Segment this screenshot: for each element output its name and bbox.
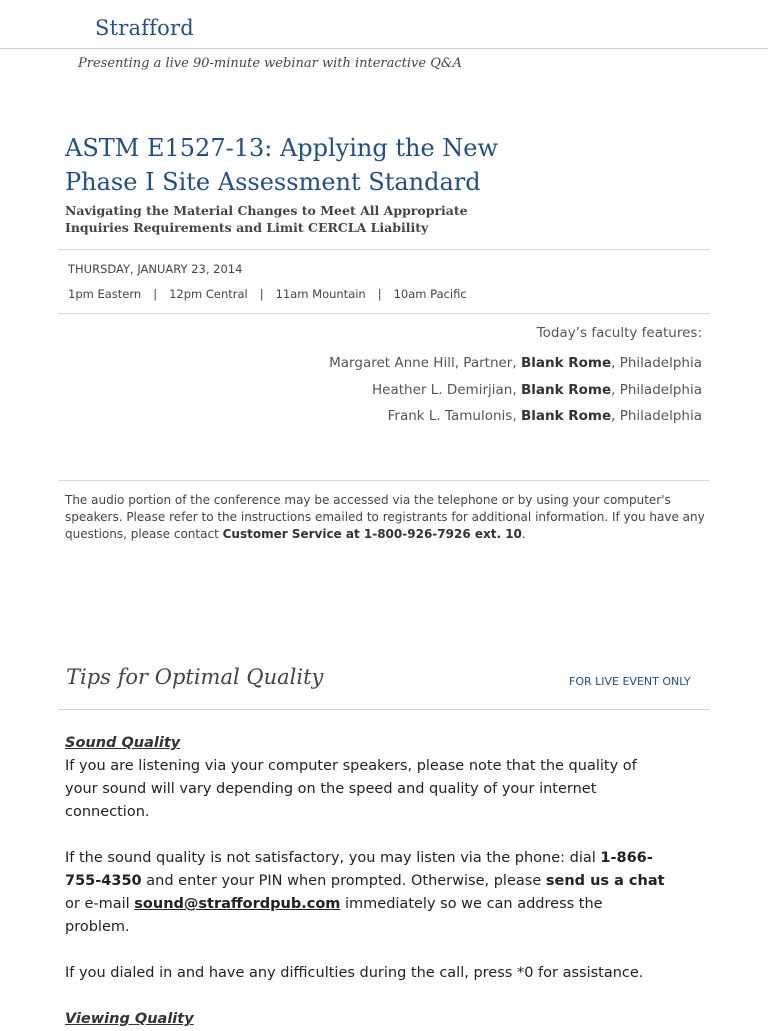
- title-line-2: Phase I Site Assessment Standard: [65, 168, 481, 196]
- faculty-name: Margaret Anne Hill, Partner,: [329, 355, 521, 371]
- faculty-heading: Today’s faculty features:: [536, 325, 702, 341]
- webinar-title: [65, 131, 498, 199]
- sound-email-link[interactable]: sound@straffordpub.com: [134, 896, 341, 912]
- faculty-member: [372, 382, 702, 398]
- time-mountain: 11am Mountain: [275, 287, 366, 301]
- para2-text: immediately so we can address the problem.: [65, 896, 603, 935]
- faculty-firm: Blank Rome: [520, 408, 612, 424]
- divider-3: [58, 480, 710, 481]
- webinar-date: THURSDAY, JANUARY 23, 2014: [68, 262, 243, 276]
- separator: |: [153, 287, 158, 301]
- faculty-city: , Philadelphia: [611, 408, 702, 424]
- live-event-note: FOR LIVE EVENT ONLY: [569, 675, 691, 688]
- time-central: 12pm Central: [169, 287, 248, 301]
- sound-paragraph-2: [65, 847, 665, 939]
- faculty-city: , Philadelphia: [611, 382, 702, 398]
- faculty-member: [329, 355, 702, 371]
- faculty-member: [388, 408, 702, 424]
- sound-quality-section: [65, 732, 725, 1031]
- para2-text: and enter your PIN when prompted. Otherwise, please: [141, 873, 546, 889]
- separator: |: [377, 287, 382, 301]
- header-divider: [0, 48, 768, 49]
- time-eastern: 1pm Eastern: [68, 287, 142, 301]
- strafford-logo: Strafford: [95, 16, 194, 40]
- send-chat-text: send us a chat: [545, 873, 665, 889]
- faculty-firm: Blank Rome: [520, 382, 612, 398]
- sound-quality-heading: Sound Quality: [65, 735, 181, 751]
- faculty-city: , Philadelphia: [611, 355, 702, 371]
- sound-paragraph-1: If you are listening via your computer speakers, please note that the quality of your sound will vary depending on the speed and quality of your internet connection.: [65, 758, 637, 820]
- faculty-firm: Blank Rome: [520, 355, 612, 371]
- divider-1: [58, 249, 710, 250]
- time-pacific: 10am Pacific: [393, 287, 467, 301]
- tagline: Presenting a live 90-minute webinar with interactive Q&A: [78, 56, 462, 71]
- audio-info: [65, 492, 715, 543]
- para2-text: or e-mail: [65, 896, 135, 912]
- subtitle-line-2: Inquiries Requirements and Limit CERCLA Liability: [65, 220, 429, 235]
- subtitle-line-1: Navigating the Material Changes to Meet All Appropriate: [65, 203, 468, 218]
- title-line-1: ASTM E1527-13: Applying the New: [65, 134, 499, 162]
- audio-end: .: [521, 527, 526, 541]
- webinar-subtitle: [65, 202, 468, 236]
- webinar-times: [68, 287, 467, 301]
- viewing-quality-heading: Viewing Quality: [65, 1011, 194, 1027]
- para2-text: If the sound quality is not satisfactory, you may listen via the phone: dial: [65, 850, 601, 866]
- phone-number: 1-866-755-4350: [65, 850, 653, 889]
- audio-text: The audio portion of the conference may be accessed via the telephone or by using your computer's speakers. Please refer to the instructions emailed to registrants for additional information. If you have any questions, please contact: [65, 493, 705, 541]
- sound-paragraph-3: If you dialed in and have any difficulties during the call, press *0 for assistance.: [65, 965, 644, 981]
- separator: |: [259, 287, 264, 301]
- divider-2: [58, 313, 710, 314]
- tips-heading: Tips for Optimal Quality: [66, 665, 324, 689]
- customer-service-contact: Customer Service at 1-800-926-7926 ext. 10: [222, 527, 522, 541]
- faculty-name: Frank L. Tamulonis,: [387, 408, 521, 424]
- divider-4: [58, 709, 710, 710]
- faculty-name: Heather L. Demirjian,: [372, 382, 521, 398]
